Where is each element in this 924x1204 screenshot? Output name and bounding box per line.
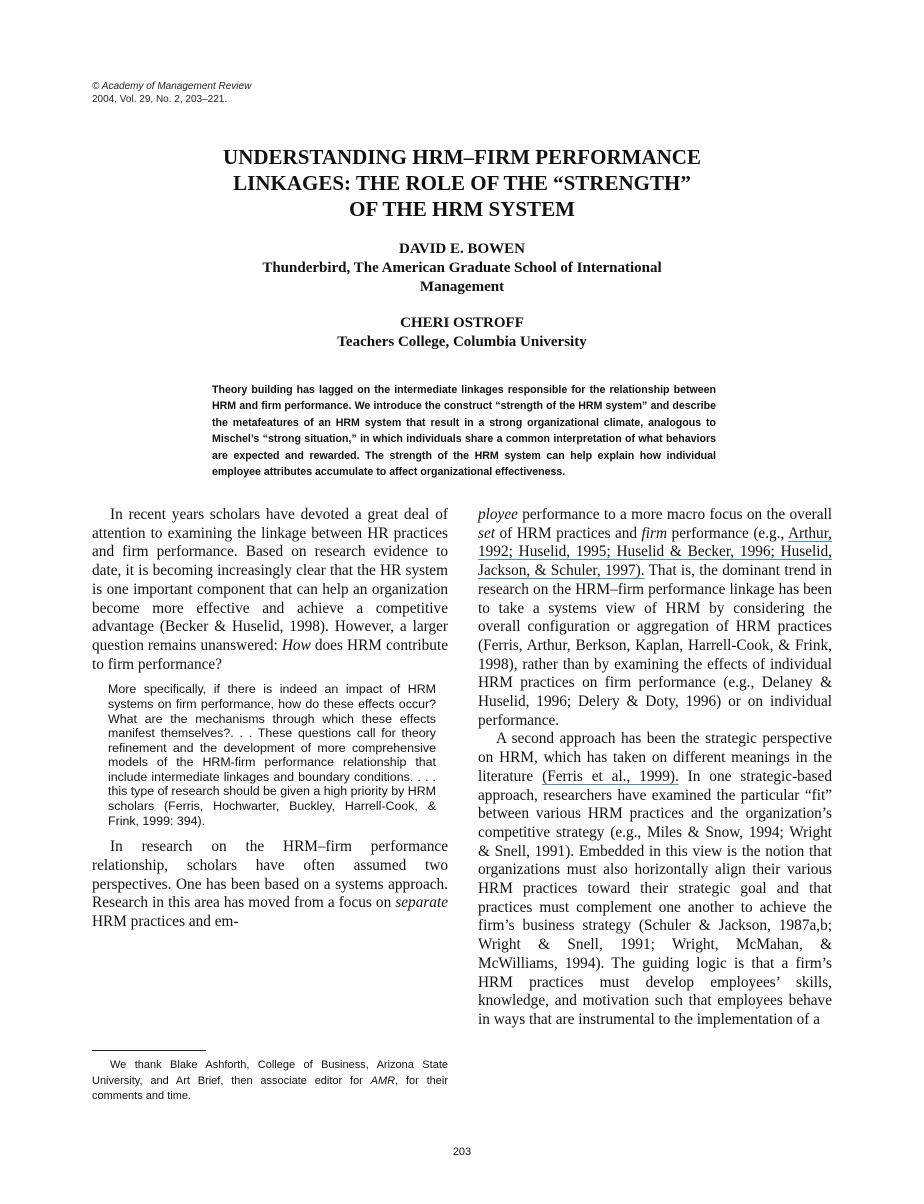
- second-paragraph-end: HRM practices and em-: [92, 913, 239, 931]
- journal-name: © Academy of Management Review: [92, 81, 252, 92]
- intro-text-end: does HRM contribute to firm performance?: [92, 636, 448, 673]
- second-paragraph-text: In research on the HRM–firm performance relationship, scholars have often assumed two perspectives. One has been based on a systems approach. Research in this area has moved from a focus on: [92, 838, 448, 912]
- strategic-text-a: A second approach has been the strategic perspective on HRM, which has taken on different meanings in the literature: [478, 730, 832, 785]
- left-column: [92, 506, 448, 932]
- footnote-text-b: , for their comments and time.: [92, 1074, 449, 1102]
- title-block: [170, 144, 754, 352]
- title-line-1: UNDERSTANDING HRM–FIRM PERFORMANCE: [223, 145, 701, 169]
- author-2-affiliation: Teachers College, Columbia University: [337, 334, 587, 350]
- journal-volume: 2004, Vol. 29, No. 2, 203–221.: [92, 94, 228, 105]
- continued-text-d: That is, the dominant trend in research on the HRM–firm performance linkage has been to take a systems view of HRM by considering the overall configuration or aggregation of HRM practices (Ferris, Arthur, Berkson, Kaplan, Harrell-Cook, & Frink, 1998), rather than by examining the effects of individual HRM practices on firm performance (e.g., Delaney & Huselid, 1996; Delery & Doty, 1996) or on individual performance.: [478, 562, 833, 729]
- right-column: [478, 506, 832, 1030]
- intro-text: In recent years scholars have devoted a great deal of attention to examining the linkage between HR practices and firm performance. Based on research evidence to date, it is becoming increasingly clear that the HR system is one important component that can help an organization become more effective and achieve a competitive advantage (Becker & Huselid, 1998). However, a larger question remains unanswered:: [92, 506, 448, 654]
- second-paragraph-emphasis: separate: [395, 894, 448, 912]
- author-1: [170, 240, 754, 297]
- page-number: 203: [452, 1146, 472, 1158]
- set-emphasis: set: [478, 524, 495, 542]
- citation-link-ferris[interactable]: (Ferris et al., 1999).: [542, 767, 679, 785]
- title-line-2: LINKAGES: THE ROLE OF THE “STRENGTH”: [233, 171, 691, 195]
- author-1-affiliation-line-2: Management: [419, 279, 505, 295]
- citation-link-huselid[interactable]: Arthur, 1992; Huselid, 1995; Huselid & Becker, 1996; Huselid, Jackson, & Schuler, 1997).: [478, 524, 832, 580]
- continued-text-c: performance (e.g.,: [667, 524, 788, 542]
- paper-title: [170, 144, 754, 222]
- author-1-affiliation: [170, 259, 754, 297]
- strategic-text-b: In one strategic-based approach, researchers have examined the particular “fit” between various HRM practices and the organization’s competitive strategy (e.g., Miles & Snow, 1994; Wright & Snell, 1991). Embedded in this view is the notion that organizations must also horizontally align their various HRM practices toward their strategic goal and that practices must complement one another to achieve the firm’s business strategy (Schuler & Jackson, 1987a,b; Wright & Snell, 1991; Wright, McMahan, & McWilliams, 1994). The guiding logic is that a firm’s HRM practices must develop employees’ skills, knowledge, and motivation such that employees behave in ways that are instrumental to the implementation of a: [478, 767, 833, 1028]
- author-1-affiliation-line-1: Thunderbird, The American Graduate School of International: [262, 260, 662, 276]
- intro-emphasis: How: [281, 636, 311, 654]
- footnote-divider: [92, 1050, 206, 1051]
- continued-text-b: of HRM practices and: [495, 524, 642, 542]
- continued-emphasis: ployee: [478, 506, 518, 523]
- intro-paragraph: [92, 506, 448, 674]
- author-1-name: DAVID E. BOWEN: [399, 241, 525, 257]
- firm-emphasis: firm: [641, 524, 668, 542]
- footnote-text-a: We thank Blake Ashforth, College of Business, Arizona State University, and Art Brief, then associate editor for: [92, 1059, 448, 1087]
- footnote: [92, 1058, 448, 1105]
- author-2: [170, 314, 754, 352]
- strategic-paragraph: [478, 730, 832, 1029]
- journal-header: [92, 80, 251, 106]
- continued-paragraph: [478, 506, 832, 730]
- footnote-emphasis: AMR: [370, 1074, 396, 1087]
- abstract: Theory building has lagged on the intermediate linkages responsible for the relationship between HRM and firm performance. We introduce the construct “strength of the HRM system” and describe the metafeatures of an HRM system that result in a strong organizational climate, analogous to Mischel’s “strong situation,” in which individuals share a common interpretation of what behaviors are expected and rewarded. The strength of the HRM system can help explain how individual employee attributes accumulate to affect organizational effectiveness.: [212, 384, 716, 479]
- continued-text-a: performance to a more macro focus on the overall: [517, 506, 832, 523]
- title-line-3: OF THE HRM SYSTEM: [349, 197, 575, 221]
- second-paragraph: [92, 838, 448, 932]
- block-quote: More specifically, if there is indeed an impact of HRM systems on firm performance, how do these effects occur? What are the mechanisms through which these effects manifest themselves?. . . These questions call for theory refinement and the development of more comprehensive models of the HRM-firm performance relationship that include intermediate linkages and boundary conditions. . . . this type of research should be given a high priority by HRM scholars (Ferris, Hochwarter, Buckley, Harrell-Cook, & Frink, 1999: 394).: [108, 682, 436, 828]
- author-2-name: CHERI OSTROFF: [400, 315, 524, 331]
